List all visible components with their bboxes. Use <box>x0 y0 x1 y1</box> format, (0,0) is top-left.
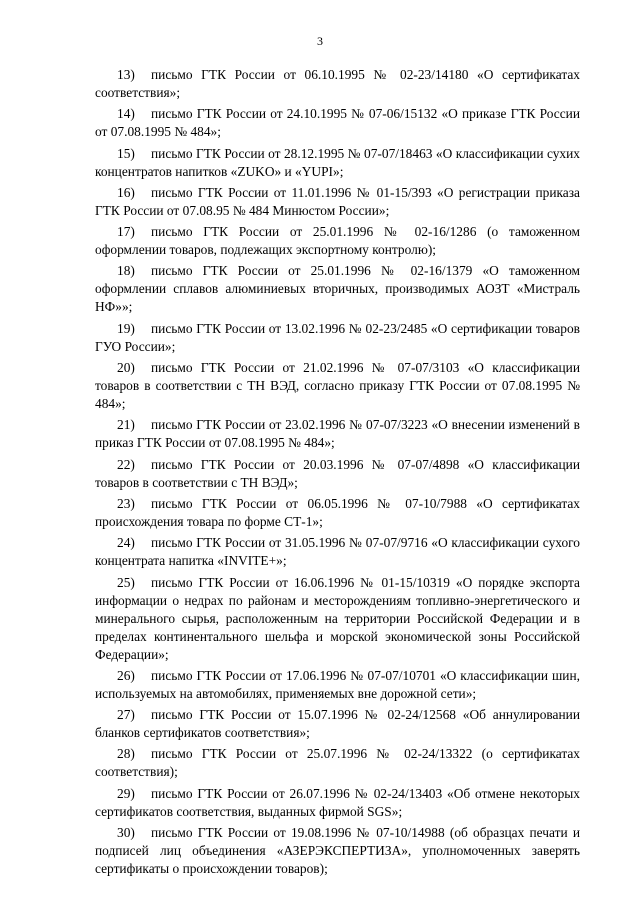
list-item <box>95 184 580 220</box>
list-item <box>95 785 580 821</box>
list-item <box>95 456 580 492</box>
item-number: 30) <box>117 825 135 841</box>
item-text: письмо ГТК России от 06.05.1996 № 07-10/7988 «О сертификатах происхождения товара по форме СТ-1»; <box>95 495 580 529</box>
item-text: письмо ГТК России от 25.07.1996 № 02-24/13322 (о сертификатах соответствия); <box>95 746 580 780</box>
item-text: письмо ГТК России от 31.05.1996 № 07-07/9716 «О классификации сухого концентрата напитка «INVITE+»; <box>95 535 580 569</box>
item-number: 18) <box>117 263 135 279</box>
item-number: 28) <box>117 746 135 762</box>
item-text: письмо ГТК России от 23.02.1996 № 07-07/3223 «О внесении изменений в приказ ГТК России от 07.08.1995 № 484»; <box>95 417 580 451</box>
item-text: письмо ГТК России от 19.08.1996 № 07-10/14988 (об образцах печати и подписей лиц объединения «АЗЕРЭКСПЕРТИЗА», уполномоченных заверять сертификаты о происхождении товаров); <box>95 825 580 877</box>
item-number: 27) <box>117 707 135 723</box>
list-item <box>95 495 580 531</box>
page-number: 3 <box>317 34 323 48</box>
item-number: 26) <box>117 667 135 683</box>
list-item <box>95 416 580 452</box>
item-text: письмо ГТК России от 16.06.1996 № 01-15/10319 «О порядке экспорта информации о недрах по районам и месторождениям топливно-энергетического и минерального сырья, расположенным на территории Российской Федерации и в пределах континентального шельфа и морской экономической зоны Российской Федерации»; <box>95 574 580 662</box>
item-text: письмо ГТК России от 24.10.1995 № 07-06/15132 «О приказе ГТК России от 07.08.1995 № 484»; <box>95 106 580 140</box>
list-item <box>95 66 580 102</box>
list-item <box>95 824 580 878</box>
item-number: 24) <box>117 535 135 551</box>
item-number: 14) <box>117 106 135 122</box>
list-item <box>95 320 580 356</box>
item-text: письмо ГТК России от 26.07.1996 № 02-24/13403 «Об отмене некоторых сертификатов соответствия, выданных фирмой SGS»; <box>95 785 580 819</box>
list-item <box>95 706 580 742</box>
list-item <box>95 574 580 664</box>
item-number: 21) <box>117 417 135 433</box>
list-item <box>95 745 580 781</box>
list-item <box>95 262 580 316</box>
item-text: письмо ГТК России от 25.01.1996 № 02-16/1379 «О таможенном оформлении сплавов алюминиевых вторичных, производимых АОЗТ «Мистраль НФ»»; <box>95 263 580 315</box>
item-number: 13) <box>117 67 135 82</box>
item-text: письмо ГТК России от 20.03.1996 № 07-07/4898 «О классификации товаров в соответствии с ТН ВЭД»; <box>95 456 580 490</box>
item-text: письмо ГТК России от 28.12.1995 № 07-07/18463 «О классификации сухих концентратов напитков «ZUKO» и «YUPI»; <box>95 145 580 179</box>
list-item <box>95 359 580 413</box>
item-text: письмо ГТК России от 21.02.1996 № 07-07/3103 «О классификации товаров в соответствии с ТН ВЭД, согласно приказу ГТК России от 07.08.1995 № 484»; <box>95 360 580 412</box>
list-item <box>95 105 580 141</box>
item-number: 23) <box>117 495 135 511</box>
list-item <box>95 667 580 703</box>
item-text: письмо ГТК России от 06.10.1995 № 02-23/14180 «О сертификатах соответствия»; <box>95 67 580 100</box>
item-text: письмо ГТК России от 13.02.1996 № 02-23/2485 «О сертификации товаров ГУО России»; <box>95 320 580 354</box>
list-item <box>95 145 580 181</box>
item-number: 29) <box>117 785 135 801</box>
item-number: 16) <box>117 184 135 200</box>
item-text: письмо ГТК России от 25.01.1996 № 02-16/1286 (о таможенном оформлении товаров, подлежащих экспортному контролю); <box>95 224 580 258</box>
item-text: письмо ГТК России от 15.07.1996 № 02-24/12568 «Об аннулировании бланков сертификатов соответствия»; <box>95 707 580 741</box>
item-number: 22) <box>117 456 135 472</box>
item-text: письмо ГТК России от 17.06.1996 № 07-07/10701 «О классификации шин, используемых на автомобилях, применяемых вне дорожной сети»; <box>95 667 580 701</box>
item-number: 19) <box>117 320 135 336</box>
list-item <box>95 223 580 259</box>
item-text: письмо ГТК России от 11.01.1996 № 01-15/393 «О регистрации приказа ГТК России от 07.08.95 № 484 Минюстом России»; <box>95 184 580 218</box>
letter-list <box>95 66 580 881</box>
item-number: 15) <box>117 145 135 161</box>
item-number: 17) <box>117 224 135 240</box>
item-number: 25) <box>117 574 135 590</box>
list-item <box>95 534 580 570</box>
item-number: 20) <box>117 360 135 376</box>
